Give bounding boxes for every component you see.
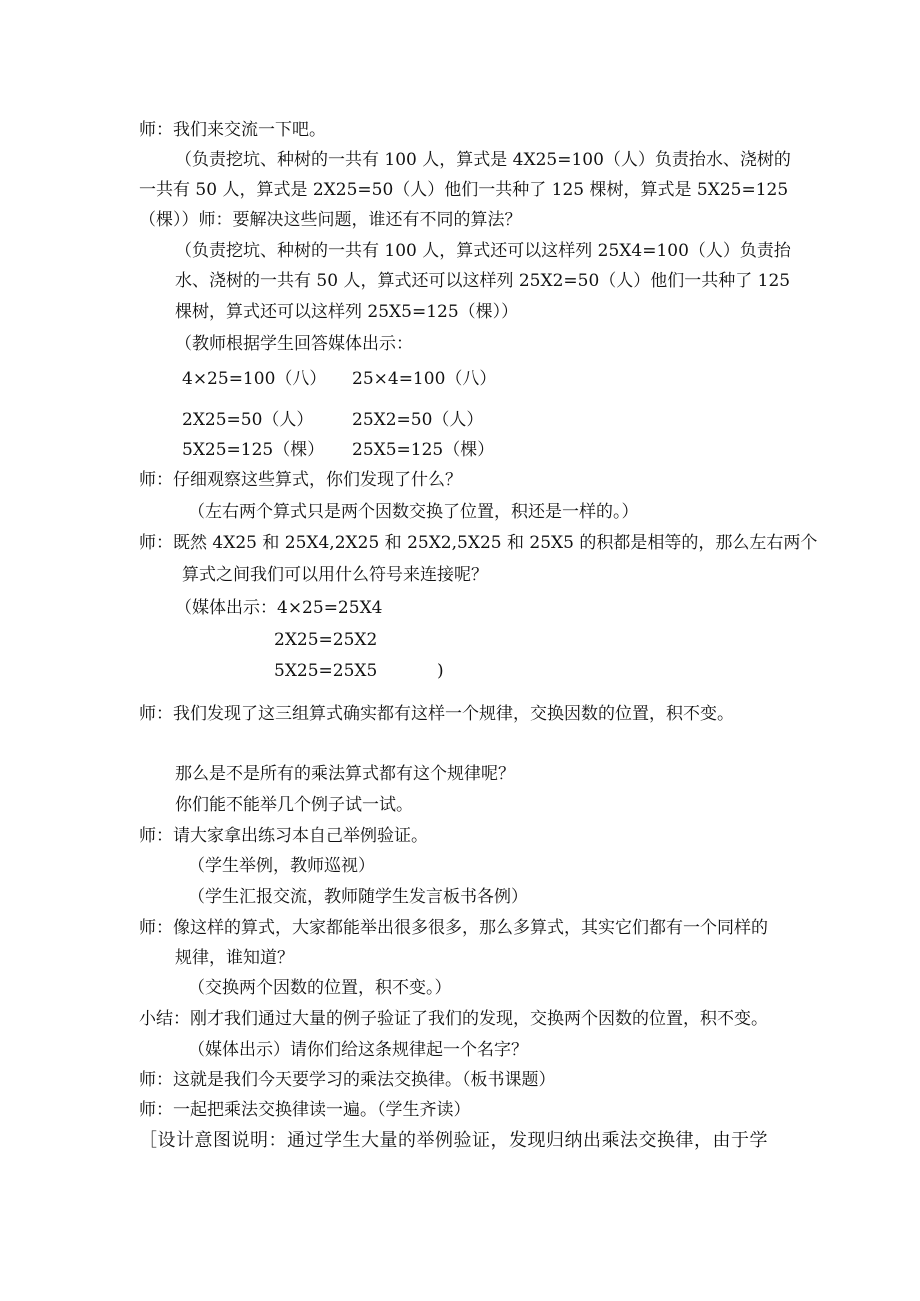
text-line: 师：仔细观察这些算式，你们发现了什么？ — [139, 470, 462, 490]
text-line: （学生汇报交流，教师随学生发言板书各例） — [188, 887, 528, 907]
equation-left: 2X25=50（人） — [182, 410, 314, 430]
equation-left: 5X25=125（棵） — [182, 440, 325, 460]
text-line: （媒体出示：4×25=25X4 — [175, 598, 383, 618]
text-line: （学生举例，教师巡视） — [188, 856, 375, 876]
text-line: 师：像这样的算式，大家都能举出很多很多，那么多算式，其实它们都有一个同样的 — [139, 918, 768, 938]
text-line: 师：既然 4X25 和 25X4,2X25 和 25X2,5X25 和 25X5 的积都是相等的，那么左右两个 — [139, 533, 818, 553]
text-line: 师：这就是我们今天要学习的乘法交换律。（板书课题） — [139, 1070, 556, 1090]
text-line: （负责挖坑、种树的一共有 100 人，算式是 4X25=100（人）负责抬水、浇树的 — [175, 150, 791, 170]
text-line: 棵树，算式还可以这样列 25X5=125（棵）） — [175, 302, 519, 322]
text-line: （交换两个因数的位置，积不变。） — [188, 978, 452, 998]
text-line: 水、浇树的一共有 50 人，算式还可以这样列 25X2=50（人）他们一共种了 125 — [175, 271, 791, 291]
equation-right: 25X5=125（棵） — [352, 440, 495, 460]
text-line: 2X25=25X2 — [274, 630, 378, 650]
equation-right: 25×4=100（八） — [352, 369, 497, 389]
closing-paren: ) — [437, 661, 444, 681]
text-line: 你们能不能举几个例子试一试。 — [175, 795, 413, 815]
text-line: （教师根据学生回答媒体出示： — [175, 334, 413, 354]
equation-left: 4×25=100（八） — [182, 369, 327, 389]
text-line: （媒体出示）请你们给这条规律起一个名字？ — [188, 1040, 528, 1060]
text-line: 师：我们来交流一下吧。 — [139, 120, 326, 140]
text-line: 师：请大家拿出练习本自己举例验证。 — [139, 826, 428, 846]
text-line: 规律，谁知道？ — [175, 948, 294, 968]
text-line: 5X25=25X5 — [274, 661, 378, 681]
text-line: 小结：刚才我们通过大量的例子验证了我们的发现，交换两个因数的位置，积不变。 — [139, 1009, 768, 1029]
text-line: 一共有 50 人，算式是 2X25=50（人）他们一共种了 125 棵树，算式是 5X25=125 — [139, 180, 789, 200]
text-line: （左右两个算式只是两个因数交换了位置，积还是一样的。） — [188, 502, 639, 522]
design-intent-note: ［设计意图说明：通过学生大量的举例验证，发现归纳出乘法交换律，由于学 — [139, 1130, 768, 1151]
text-line: 师：我们发现了这三组算式确实都有这样一个规律，交换因数的位置，积不变。 — [139, 704, 734, 724]
text-line: 算式之间我们可以用什么符号来连接呢？ — [182, 565, 488, 585]
text-line: （负责挖坑、种树的一共有 100 人，算式还可以这样列 25X4=100（人）负责抬 — [175, 241, 791, 261]
text-line: 那么是不是所有的乘法算式都有这个规律呢？ — [175, 764, 515, 784]
text-line: 师：一起把乘法交换律读一遍。（学生齐读） — [139, 1100, 471, 1120]
equation-right: 25X2=50（人） — [352, 410, 484, 430]
text-line: （棵））师：要解决这些问题，谁还有不同的算法？ — [139, 210, 522, 230]
